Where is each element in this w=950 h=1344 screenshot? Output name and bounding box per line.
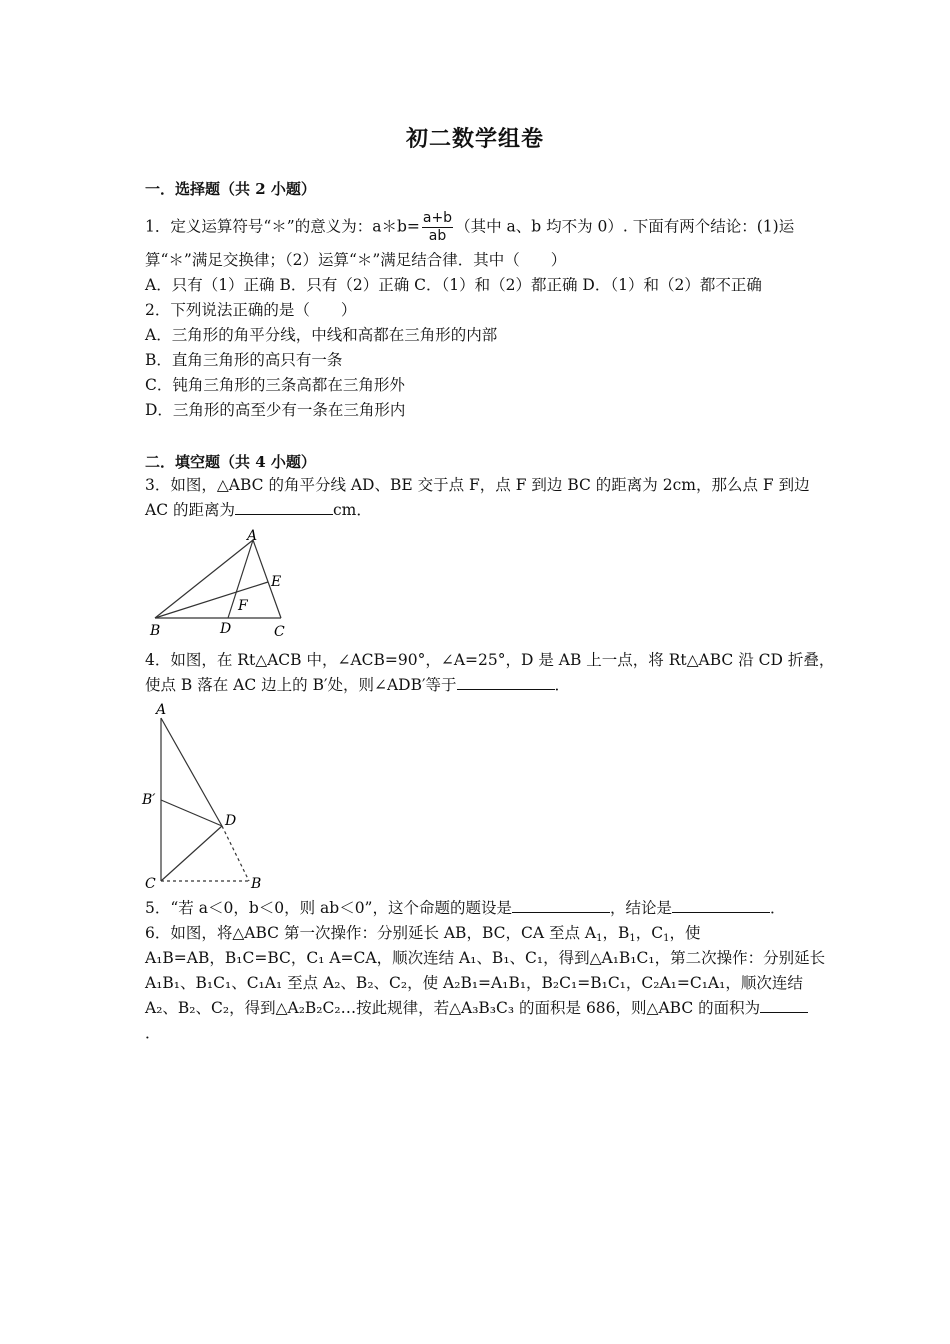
question-5 (145, 898, 786, 918)
question-5-mid: ，结论是 (609, 899, 672, 917)
question-6-text-a: 6．如图，将△ABC 第一次操作：分别延长 AB，BC，CA 至点 A (145, 924, 597, 942)
question-6-text-c: ，C (635, 924, 664, 942)
question-4-pre: 使点 B 落在 AC 边上的 B′处，则∠ADB′等于 (145, 676, 457, 694)
question-6-text-b: ，B (602, 924, 630, 942)
subscript: 1 (596, 933, 603, 944)
question-4-line-1: 4．如图，在 Rt△ACB 中，∠ACB=90°，∠A=25°，D 是 AB 上一点，将 Rt△ABC 沿 CD 折叠， (145, 651, 835, 669)
segment-bpd (161, 800, 222, 826)
question-2-option-c: C．钝角三角形的三条高都在三角形外 (145, 376, 405, 394)
question-2-option-b: B．直角三角形的高只有一条 (145, 351, 343, 369)
segment-cd (161, 826, 222, 881)
label-d: D (220, 621, 232, 637)
question-6-line-3: A₁B₁、B₁C₁、C₁A₁ 至点 A₂、B₂、C₂，使 A₂B₁=A₁B₁，B₂C₁=B₁C₁，C₂A₁=C₁A₁，顺次连结 (145, 974, 803, 992)
question-6-line-4 (145, 998, 808, 1018)
question-6-line-5: ． (145, 1024, 161, 1042)
answer-blank (457, 675, 555, 690)
question-4-post: ． (554, 676, 571, 694)
question-1-options: A．只有（1）正确 B．只有（2）正确 C．（1）和（2）都正确 D．（1）和（2）都不正确 (145, 276, 762, 294)
triangle-abc-figure (140, 525, 300, 645)
label-a: A (247, 528, 258, 544)
question-6-pre: A₂、B₂、C₂，得到△A₂B₂C₂…按此规律，若△A₃B₃C₃ 的面积是 686，则△ABC 的面积为 (145, 999, 761, 1017)
subscript: 1 (663, 933, 670, 944)
label-c: C (145, 876, 156, 892)
label-d: D (225, 813, 237, 829)
fraction (422, 210, 453, 245)
question-6-line-2: A₁B=AB，B₁C=BC，C₁ A=CA，顺次连结 A₁、B₁、C₁，得到△A₁B₁C₁，第二次操作：分别延长 (145, 949, 826, 967)
question-3-post: cm． (332, 501, 372, 519)
label-a: A (156, 702, 167, 718)
label-e: E (271, 574, 282, 590)
section-heading-fill: 二．填空题（共 4 小题） (145, 453, 316, 471)
section-heading-choice: 一．选择题（共 2 小题） (145, 180, 316, 198)
segment-db-dashed (222, 826, 249, 881)
question-5-post: ． (770, 899, 786, 917)
fraction-denominator: ab (428, 228, 447, 244)
fraction-numerator: a+b (422, 210, 453, 226)
question-3-pre: AC 的距离为 (145, 501, 235, 519)
label-c: C (274, 624, 285, 640)
label-b: B (251, 876, 262, 892)
question-1-post: （其中 a、b 均不为 0）. 下面有两个结论：(1)运 (455, 217, 795, 236)
label-f: F (238, 598, 248, 614)
question-2-stem: 2．下列说法正确的是（ ） (145, 301, 357, 319)
question-6-text-d: ，使 (669, 924, 701, 942)
question-3-line-2 (145, 500, 372, 520)
subscript: 1 (629, 933, 636, 944)
answer-blank (760, 998, 808, 1013)
label-b-prime: B′ (142, 792, 156, 808)
page-title: 初二数学组卷 (405, 126, 544, 152)
question-2-option-a: A．三角形的角平分线，中线和高都在三角形的内部 (145, 326, 498, 344)
question-1-line-1 (145, 210, 794, 245)
question-2-option-d: D．三角形的高至少有一条在三角形内 (145, 401, 406, 419)
question-6-line-1 (145, 923, 701, 949)
fold-triangle-figure (140, 700, 275, 895)
segment-be (155, 582, 268, 618)
question-5-pre: 5．“若 a＜0，b＜0，则 ab＜0”，这个命题的题设是 (145, 899, 512, 917)
label-b: B (150, 623, 161, 639)
question-1-line-2: 算“＊”满足交换律；（2）运算“＊”满足结合律．其中（ ） (145, 251, 567, 269)
question-3-line-1: 3．如图，△ABC 的角平分线 AD、BE 交于点 F，点 F 到边 BC 的距离为 2cm，那么点 F 到边 (145, 476, 810, 494)
question-4-line-2 (145, 675, 570, 695)
answer-blank-conclusion (672, 898, 770, 913)
answer-blank-premise (512, 898, 610, 913)
question-1-pre: 1．定义运算符号“＊”的意义为：a＊b= (145, 217, 420, 236)
segment-ad (161, 718, 222, 826)
answer-blank (235, 500, 333, 515)
